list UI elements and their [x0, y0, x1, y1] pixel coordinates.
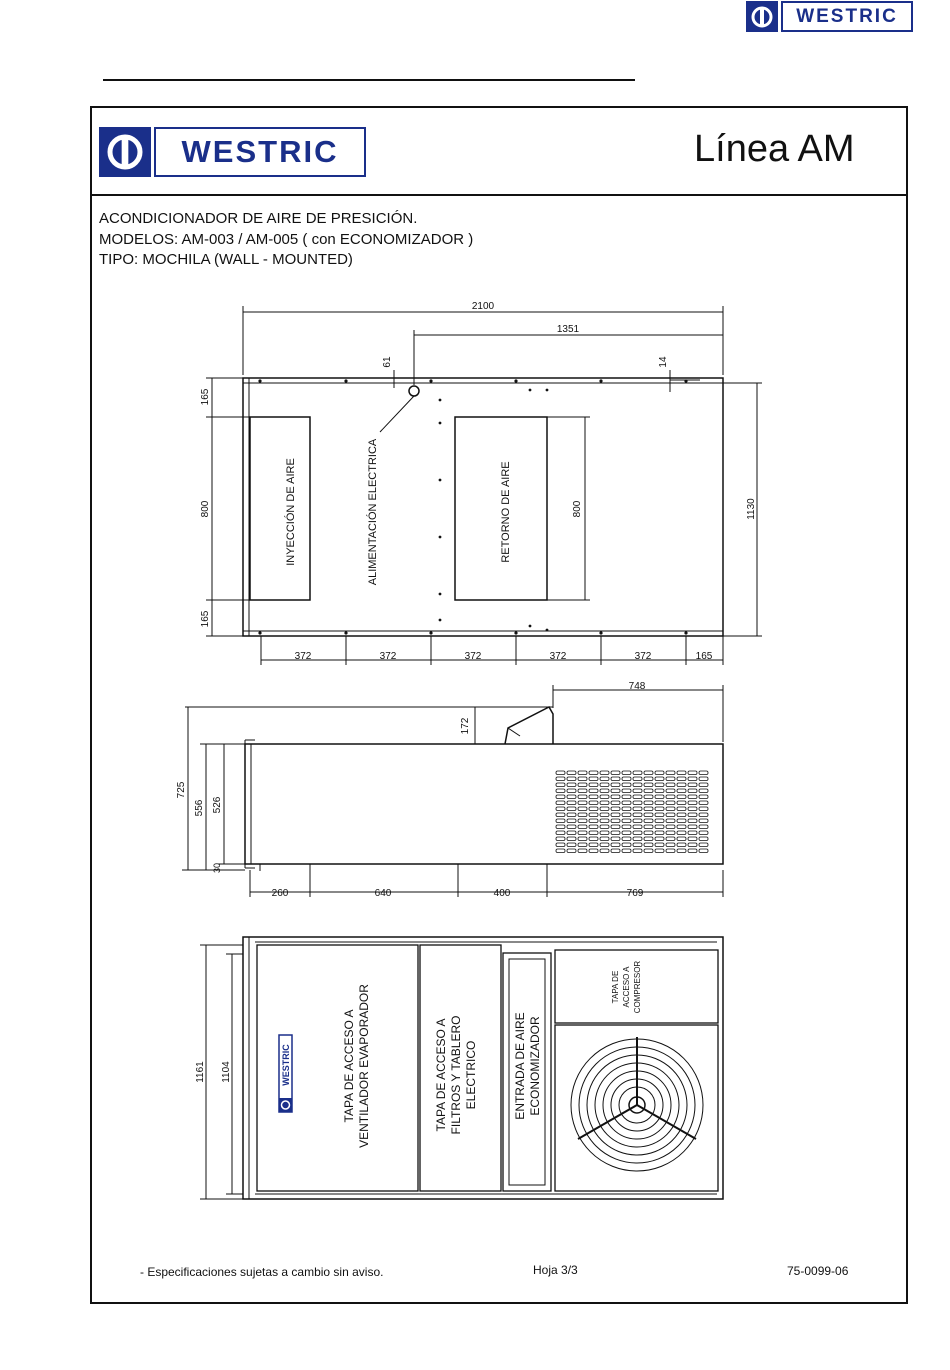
dim-165-bottom: 165: [200, 610, 211, 628]
dim-800-mid: 800: [572, 500, 583, 518]
dim-seg-4: 372: [549, 651, 567, 662]
label-injection: INYECCIÓN DE AIRE: [285, 458, 297, 566]
label-power: ALIMENTACIÓN ELECTRICA: [367, 438, 379, 586]
dim-1161: 1161: [195, 1061, 206, 1083]
label-return: RETORNO DE AIRE: [500, 461, 512, 563]
description-line-3: TIPO: MOCHILA (WALL - MOUNTED): [99, 251, 353, 268]
dim-800-left: 800: [200, 500, 211, 518]
footer-code: 75-0099-06: [787, 1264, 849, 1278]
dim-400: 400: [493, 888, 511, 899]
dim-260: 260: [271, 888, 289, 899]
top-view-drawing: [0, 0, 950, 680]
label-evap-2: VENTILADOR EVAPORADOR: [357, 984, 371, 1148]
label-filt-1: TAPA DE ACCESO A: [434, 1018, 448, 1132]
dim-offset-right: 1351: [556, 324, 580, 335]
dim-seg-1: 372: [294, 651, 312, 662]
label-filt-2: FILTROS Y TABLERO: [449, 1015, 463, 1135]
label-filt-3: ELECTRICO: [464, 1040, 478, 1110]
label-evap-1: TAPA DE ACCESO A: [342, 1009, 356, 1123]
dim-overall-width: 2100: [471, 301, 495, 312]
dim-556: 556: [194, 799, 205, 817]
label-comp-3: COMPRESOR: [633, 960, 642, 1014]
description-line-2: MODELOS: AM-003 / AM-005 ( con ECONOMIZADOR ): [99, 231, 474, 248]
dim-1104: 1104: [221, 1061, 232, 1083]
dim-overall-height: 1130: [746, 498, 757, 520]
dim-526: 526: [212, 796, 223, 814]
panel-logo-wordmark: WESTRIC: [281, 1044, 291, 1086]
label-comp-1: TAPA DE: [611, 970, 620, 1004]
description-line-1: ACONDICIONADOR DE AIRE DE PRESICIÓN.: [99, 210, 418, 227]
dim-748: 748: [628, 681, 646, 692]
label-econ-2: ECONOMIZADOR: [528, 1016, 542, 1116]
footer-note: - Especificaciones sujetas a cambio sin aviso.: [140, 1265, 384, 1279]
dim-172: 172: [460, 717, 471, 735]
front-view-drawing: [0, 930, 950, 1210]
dim-640: 640: [374, 888, 392, 899]
dim-seg-2: 372: [379, 651, 397, 662]
dim-seg-3: 372: [464, 651, 482, 662]
dim-61: 61: [382, 356, 393, 368]
dim-14: 14: [658, 356, 669, 368]
dim-725: 725: [176, 781, 187, 799]
side-view-drawing: [0, 680, 950, 910]
label-econ-1: ENTRADA DE AIRE: [513, 1012, 527, 1120]
page-title: Línea AM: [694, 128, 855, 170]
dim-30: 30: [212, 862, 222, 874]
dim-769: 769: [626, 888, 644, 899]
dim-seg-5: 372: [634, 651, 652, 662]
brand-wordmark: WESTRIC: [781, 1, 913, 32]
dim-seg-6: 165: [695, 651, 713, 662]
footer-page: Hoja 3/3: [533, 1263, 578, 1277]
label-comp-2: ACCESO A: [622, 966, 631, 1008]
brand-wordmark: WESTRIC: [154, 127, 366, 177]
dim-165-top: 165: [200, 388, 211, 406]
louver-grille: [556, 771, 708, 853]
